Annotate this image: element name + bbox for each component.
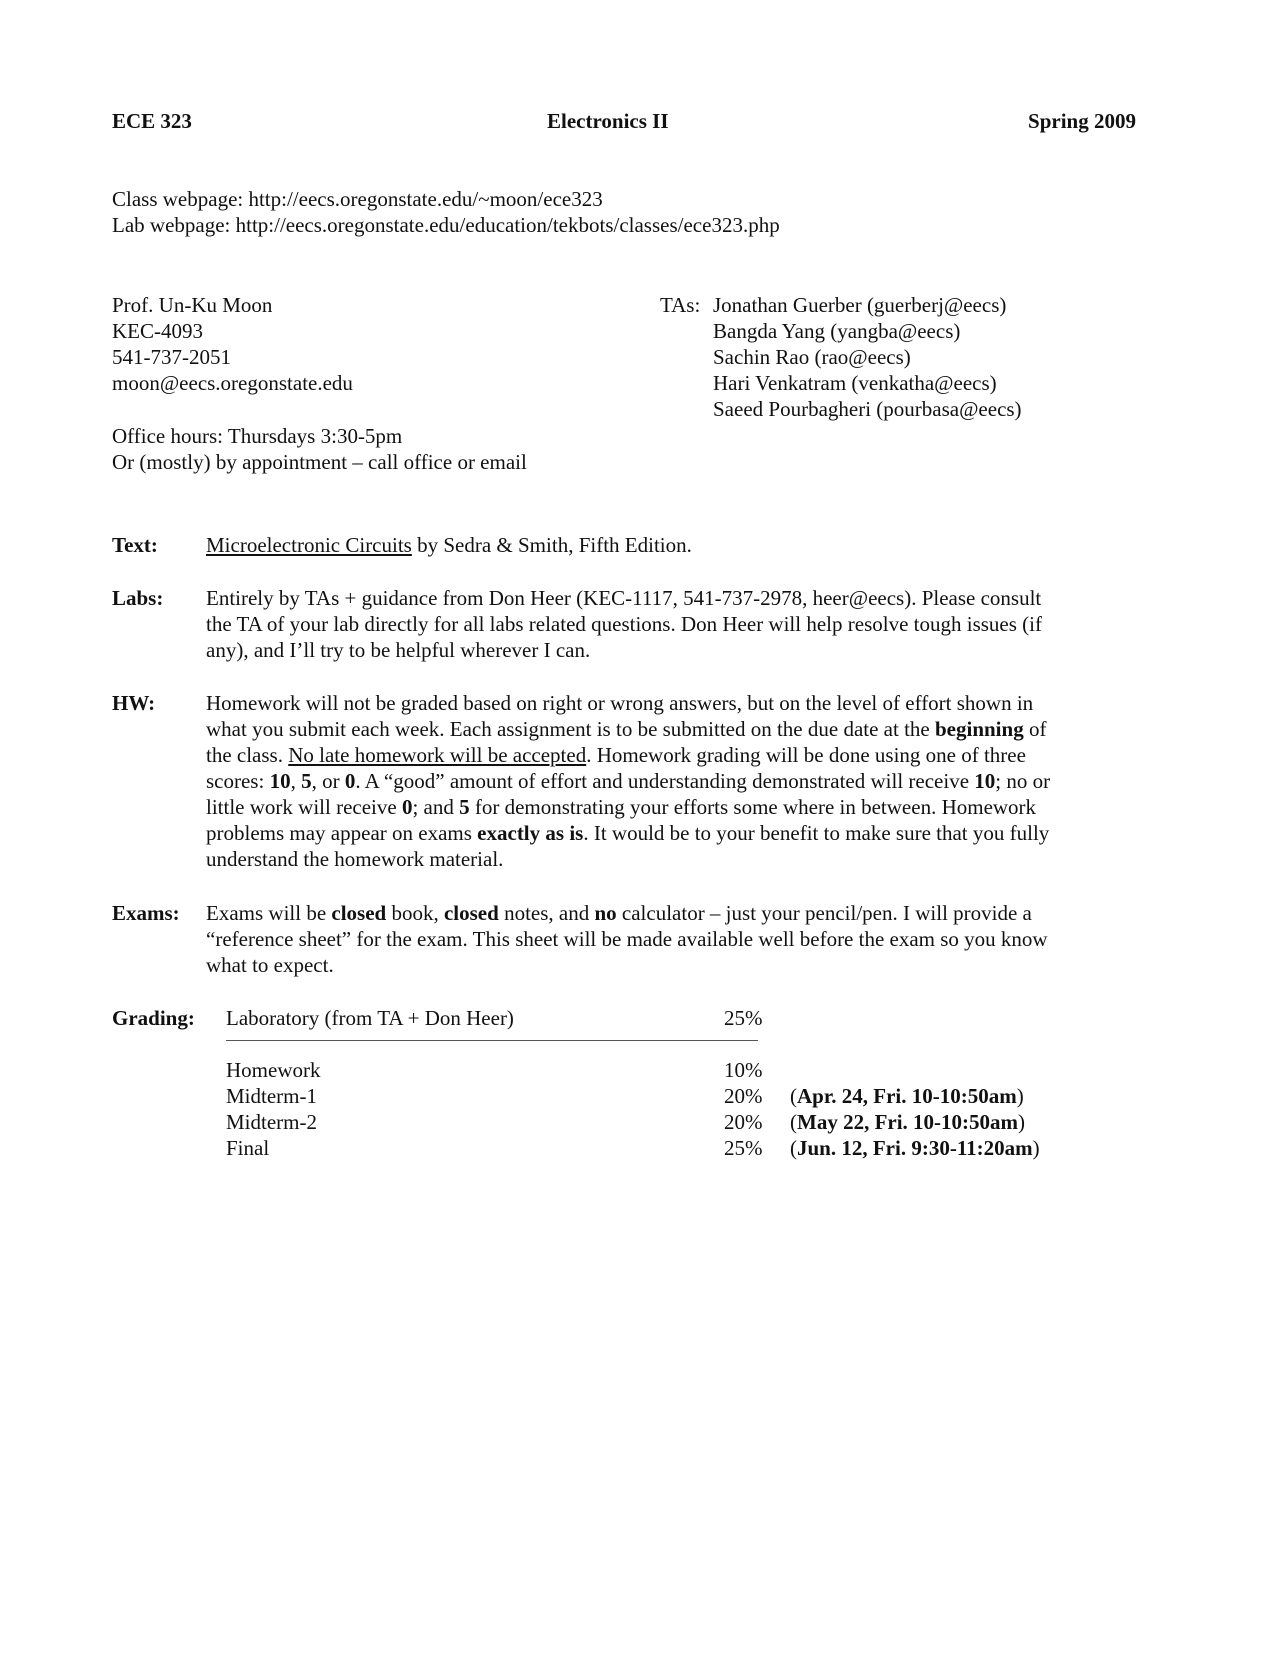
hw-section-label: HW:: [112, 691, 156, 715]
grading-percent: 20%: [724, 1110, 763, 1134]
grading-percent: 10%: [724, 1058, 763, 1082]
document-header: [112, 108, 1136, 138]
exams-section-body: [206, 900, 1136, 978]
hw-line: problems may appear on exams exactly as is. It would be to your benefit to make sure that you fully: [206, 821, 1050, 845]
professor-office: KEC-4093: [112, 319, 203, 343]
grading-date: (May 22, Fri. 10-10:50am): [790, 1110, 1026, 1134]
ta-item: Saeed Pourbagheri (pourbasa@eecs): [713, 397, 1022, 421]
appointment-line: Or (mostly) by appointment – call office or email: [112, 450, 527, 474]
exams-section-label: Exams:: [112, 901, 180, 925]
labs-section-body: [206, 585, 1136, 663]
grading-item: Homework: [226, 1058, 321, 1082]
course-title: Electronics II: [547, 109, 669, 133]
ta-item: Jonathan Guerber (guerberj@eecs): [713, 293, 1007, 317]
exams-line: what to expect.: [206, 953, 334, 977]
grading-date: (Jun. 12, Fri. 9:30-11:20am): [790, 1136, 1040, 1160]
labs-line: the TA of your lab directly for all labs related questions. Don Heer will help resolve tough issues (if: [206, 612, 1042, 636]
text-section-body: [206, 532, 1136, 558]
textbook-title: Microelectronic Circuits: [206, 533, 412, 557]
hw-line: the class. No late homework will be accepted. Homework grading will be done using one of three: [206, 743, 1026, 767]
grading-item: Midterm-2: [226, 1110, 317, 1134]
webpages-block: [112, 186, 780, 238]
professor-email: moon@eecs.oregonstate.edu: [112, 371, 353, 395]
professor-block: [112, 292, 353, 396]
hw-line: understand the homework material.: [206, 847, 504, 871]
course-term: Spring 2009: [1028, 109, 1136, 133]
grading-divider: [226, 1040, 758, 1041]
ta-item: Hari Venkatram (venkatha@eecs): [713, 371, 997, 395]
exams-line: Exams will be closed book, closed notes, and no calculator – just your pencil/pen. I will provide a: [206, 901, 1032, 925]
grading-percent: 25%: [724, 1136, 763, 1160]
text-section-label: Text:: [112, 533, 158, 557]
labs-line: any), and I’ll try to be helpful wherever I can.: [206, 638, 591, 662]
labs-section-label: Labs:: [112, 586, 164, 610]
office-hours-block: [112, 423, 527, 475]
grading-date: (Apr. 24, Fri. 10-10:50am): [790, 1084, 1024, 1108]
grading-percent: 20%: [724, 1084, 763, 1108]
ta-item: Bangda Yang (yangba@eecs): [713, 319, 961, 343]
class-webpage: Class webpage: http://eecs.oregonstate.edu/~moon/ece323: [112, 187, 603, 211]
labs-line: Entirely by TAs + guidance from Don Heer (KEC-1117, 541-737-2978, heer@eecs). Please consult: [206, 586, 1042, 610]
course-code: ECE 323: [112, 109, 192, 133]
hw-line: what you submit each week. Each assignment is to be submitted on the due date at the beginning of: [206, 717, 1047, 741]
grading-percent: 25%: [724, 1006, 763, 1030]
grading-section-label: Grading:: [112, 1006, 195, 1030]
office-hours-line: Office hours: Thursdays 3:30-5pm: [112, 424, 403, 448]
textbook-authors: by Sedra & Smith, Fifth Edition.: [411, 533, 692, 557]
grading-item: Midterm-1: [226, 1084, 317, 1108]
professor-name: Prof. Un-Ku Moon: [112, 293, 273, 317]
exams-line: “reference sheet” for the exam. This sheet will be made available well before the exam so you know: [206, 927, 1048, 951]
hw-line: Homework will not be graded based on right or wrong answers, but on the level of effort shown in: [206, 691, 1034, 715]
hw-line: scores: 10, 5, or 0. A “good” amount of effort and understanding demonstrated will receive 10; no or: [206, 769, 1051, 793]
professor-phone: 541-737-2051: [112, 345, 231, 369]
hw-line: little work will receive 0; and 5 for demonstrating your efforts some where in between. Homework: [206, 795, 1037, 819]
lab-webpage: Lab webpage: http://eecs.oregonstate.edu/education/tekbots/classes/ece323.php: [112, 213, 780, 237]
hw-section-body: [206, 690, 1136, 872]
grading-item: Laboratory (from TA + Don Heer): [226, 1006, 514, 1030]
ta-list: [713, 292, 1022, 422]
ta-item: Sachin Rao (rao@eecs): [713, 345, 911, 369]
grading-item: Final: [226, 1136, 270, 1160]
ta-label: TAs:: [660, 293, 701, 317]
